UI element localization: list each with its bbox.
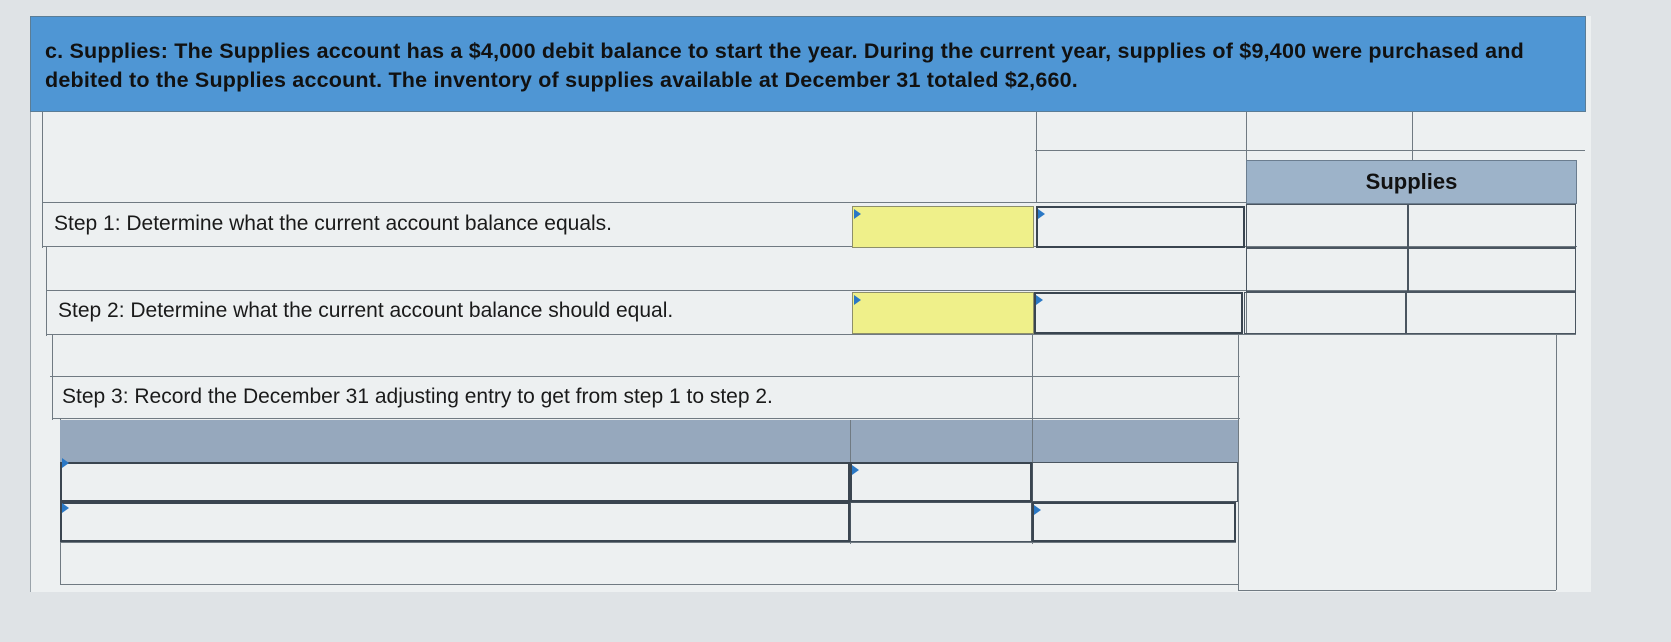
input-marker-icon [854, 209, 861, 219]
step-1-label: Step 1: Determine what the current account balance equals. [54, 212, 612, 235]
input-marker-icon [1036, 295, 1043, 305]
step-1-account-input[interactable] [852, 206, 1034, 248]
col-divider [1412, 112, 1413, 160]
row-divider [46, 334, 1576, 335]
input-marker-icon [854, 295, 861, 305]
input-marker-icon [62, 458, 69, 468]
input-marker-icon [62, 503, 69, 513]
journal-credit-amount-input[interactable] [1032, 502, 1236, 542]
row-divider [1035, 150, 1585, 151]
row-divider [1238, 590, 1556, 591]
step-2-amount-input[interactable] [1034, 292, 1243, 334]
col-divider [52, 334, 53, 420]
t-account-credit-cell[interactable] [1408, 204, 1576, 248]
col-divider [42, 112, 43, 248]
row-divider [50, 376, 1240, 377]
journal-credit-amount-cell[interactable] [1032, 462, 1238, 502]
row-divider [52, 418, 1240, 419]
t-account-credit-cell[interactable] [1406, 292, 1576, 334]
col-divider [1032, 334, 1033, 420]
t-account-debit-cell[interactable] [1244, 292, 1406, 334]
problem-banner [30, 16, 1586, 112]
t-account-debit-cell[interactable] [1246, 204, 1408, 248]
step-2-label: Step 2: Determine what the current account balance should equal. [58, 299, 674, 322]
input-marker-icon [852, 465, 859, 475]
col-divider [1238, 334, 1239, 590]
journal-header-row [60, 420, 1238, 462]
input-marker-icon [1038, 209, 1045, 219]
journal-debit-amount-cell[interactable] [850, 502, 1032, 542]
journal-debit-account-input[interactable] [60, 462, 850, 502]
step-1-amount-input[interactable] [1036, 206, 1245, 248]
problem-text: c. Supplies: The Supplies account has a $4,000 debit balance to start the year. During the current year, supplies of $9,400 were purchased and debited to the Supplies account. The inventory of supplies available at December 31 totaled $2,660. [45, 39, 1524, 92]
journal-debit-amount-input[interactable] [850, 462, 1032, 502]
t-account-title: Supplies [1246, 160, 1577, 204]
col-divider [1036, 112, 1037, 202]
input-marker-icon [1034, 505, 1041, 515]
col-divider [1556, 334, 1557, 590]
row-divider [60, 542, 1236, 543]
step-3-label: Step 3: Record the December 31 adjusting entry to get from step 1 to step 2. [62, 385, 773, 408]
t-account-credit-cell[interactable] [1408, 248, 1576, 292]
col-divider [46, 246, 47, 336]
step-2-account-input[interactable] [852, 292, 1034, 334]
row-divider [60, 584, 1238, 585]
t-account-debit-cell[interactable] [1246, 248, 1408, 292]
journal-credit-account-input[interactable] [60, 502, 850, 542]
